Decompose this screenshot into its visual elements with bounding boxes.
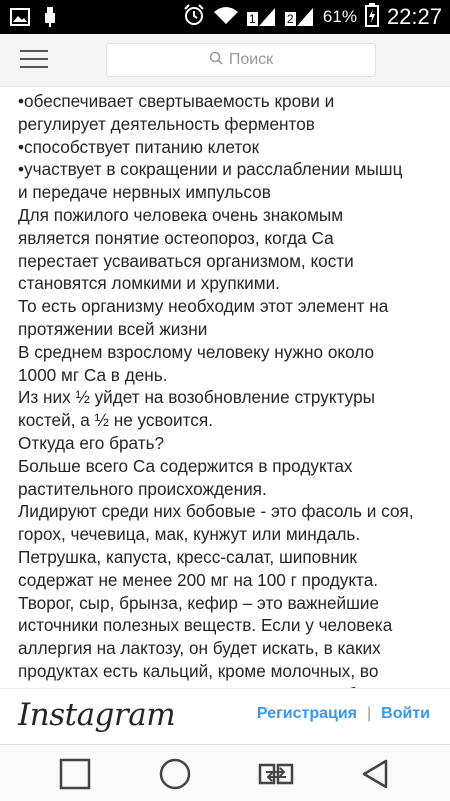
sim1-label: 1 [248,12,256,26]
caption-line: перестает усваиваться организмом, кости [18,250,354,271]
caption-line: 1000 мг Са в день. [18,364,168,385]
caption-line: Для пожилого человека очень знакомым [18,204,344,225]
caption-line: То есть организму необходим этот элемент на [18,296,389,317]
caption-line: •участвует в сокращении и расслаблении мышц [18,159,403,180]
battery-percent: 61% [322,7,357,26]
search-icon [209,51,223,70]
sim2-signal-icon [285,6,315,28]
search-input[interactable] [106,43,376,77]
instagram-login-bar [0,688,450,745]
caption-line: содержат не менее 200 мг на 100 г продукта. [18,569,379,590]
status-bar [0,0,450,34]
alarm-icon [183,4,205,31]
caption-line: становятся ломкими и хрупкими. [18,273,280,294]
caption-line: горох, чечевица, мак, кунжут или миндаль. [18,524,361,545]
caption-line: •обеспечивает свертываемость крови и [18,91,335,111]
post-caption [18,90,438,713]
clock: 22:27 [386,4,442,29]
caption-line: Творог, сыр, брынза, кефир – это важнейшие [18,592,380,613]
caption-line: В среднем взрослому человеку нужно около [18,341,375,362]
home-icon[interactable] [158,757,192,791]
back-icon[interactable] [358,757,392,791]
caption-line: является понятие остеопороз, когда Са [18,227,334,248]
caption-line: Из них ½ уйдет на возобновление структуры [18,387,375,408]
caption-line: растительного происхождения. [18,478,267,499]
caption-line: Петрушка, капуста, кресс-салат, шиповник [18,546,357,567]
caption-line: Лидируют среди них бобовые - это фасоль и соя, [18,501,414,522]
instagram-logo[interactable]: Instagram [18,697,176,733]
caption-line: Откуда его брать? [18,432,165,453]
caption-line: аллергия на лактозу, он будет искать, в каких [18,638,381,659]
image-icon [10,8,30,31]
hamburger-menu-icon[interactable] [20,48,48,70]
caption-line: костей, а ½ не усвоится. [18,410,213,431]
switch-apps-icon[interactable] [256,757,296,791]
caption-line: регулирует деятельность ферментов [18,113,315,134]
recent-apps-icon[interactable] [58,757,92,791]
register-link[interactable]: Регистрация [256,705,357,722]
link-separator: | [367,705,372,722]
caption-line: продуктах есть кальций, кроме молочных, во [18,660,379,681]
battery-charging-icon [365,3,379,32]
login-link[interactable]: Войти [381,705,430,722]
sim2-label: 2 [286,12,294,26]
caption-line: источники полезных веществ. Если у человека [18,615,393,636]
sim1-signal-icon [247,6,277,28]
caption-line: Больше всего Са содержится в продуктах [18,455,353,476]
wifi-icon [213,5,239,30]
app-header [0,34,450,87]
navigation-bar [0,744,450,801]
search-placeholder: Поиск [228,51,274,68]
caption-line: и передаче нервных импульсов [18,182,271,203]
caption-line: •способствует питанию клеток [18,136,260,157]
usb-icon [44,7,56,32]
caption-line: протяжении всей жизни [18,318,208,339]
